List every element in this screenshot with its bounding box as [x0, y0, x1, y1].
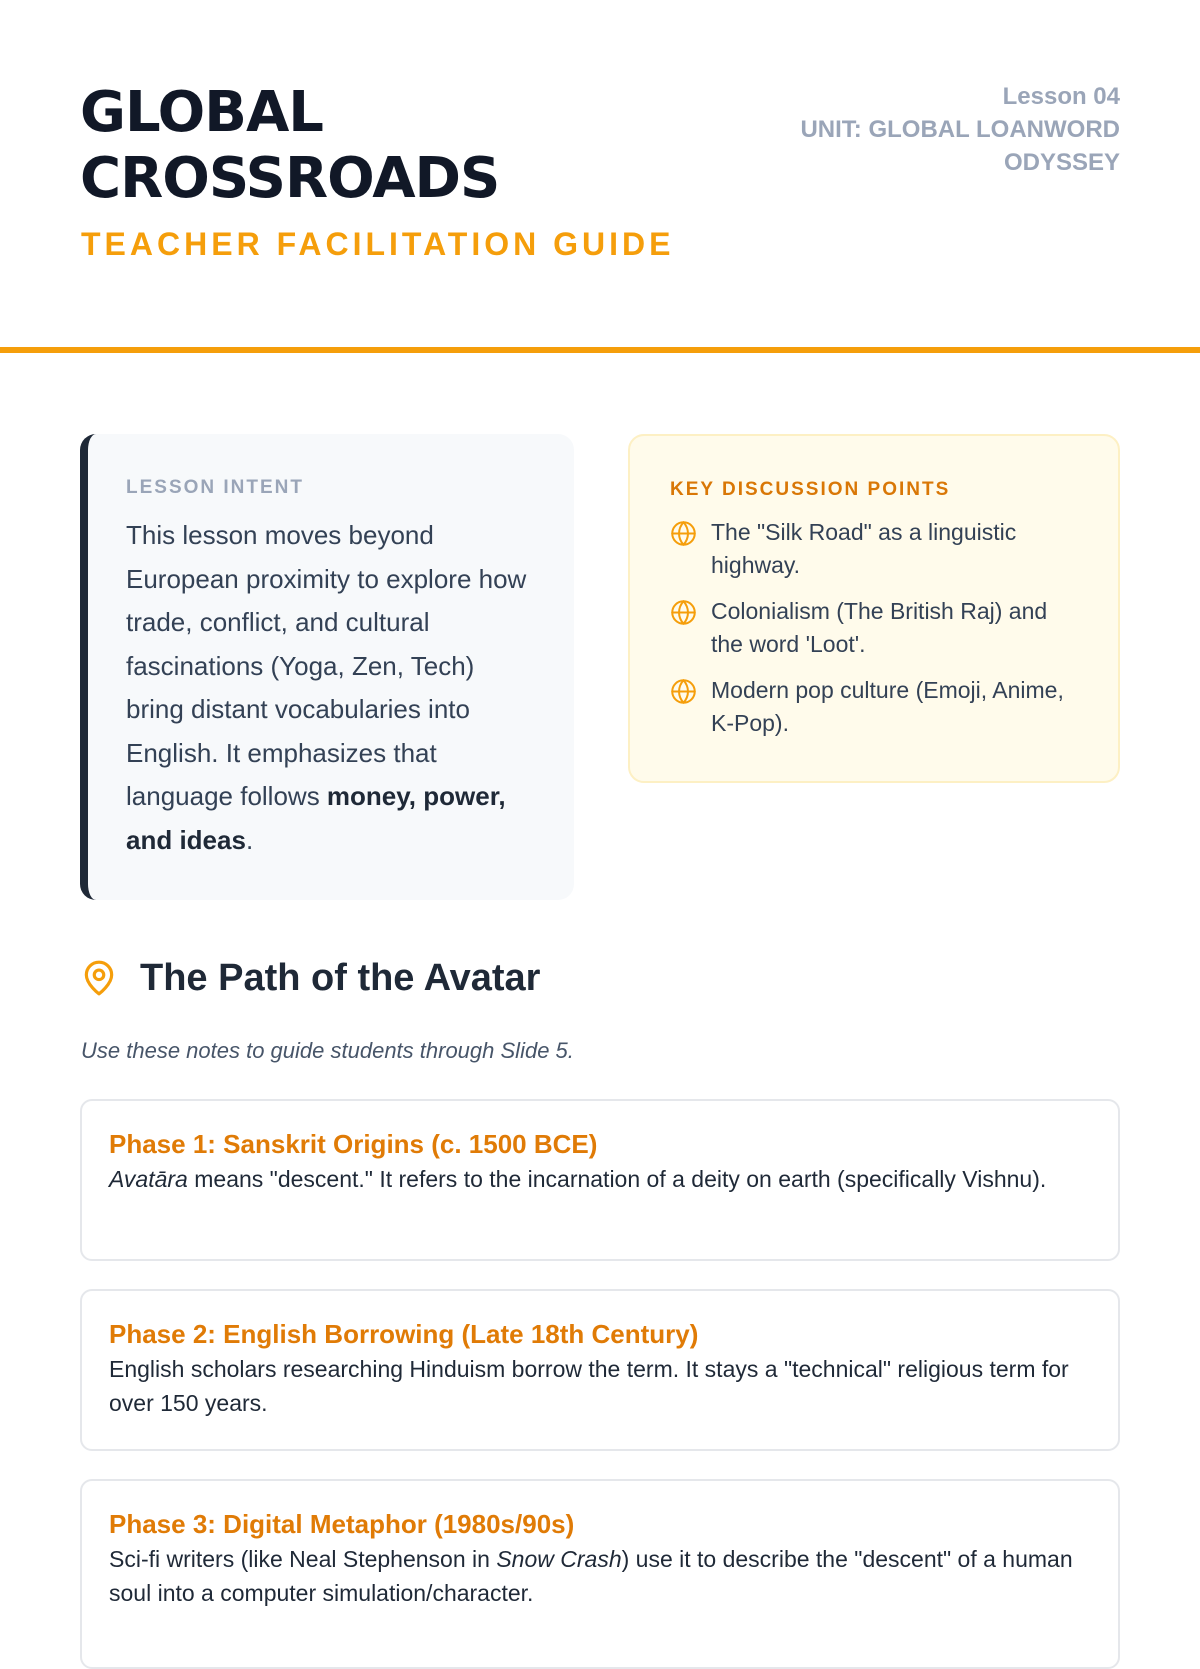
- lesson-intent-emphasis: money, power, and ideas: [126, 781, 506, 855]
- lesson-intent-card: [80, 434, 574, 900]
- phase-term: Avatāra: [109, 1166, 188, 1192]
- discussion-points-card: [628, 434, 1120, 783]
- globe-icon: [670, 678, 697, 705]
- discussion-point-text: The "Silk Road" as a linguistic highway.: [711, 519, 1017, 578]
- lesson-meta: [780, 80, 1120, 179]
- section-heading: [80, 954, 540, 1002]
- phase-card-1: [80, 1099, 1120, 1261]
- phase-description: means "descent." It refers to the incarnation of a deity on earth (specifically Vishnu).: [187, 1166, 1047, 1192]
- discussion-points-label: KEY DISCUSSION POINTS: [670, 479, 951, 500]
- phase-text: English scholars researching Hinduism borrow the term. It stays a "technical" religious term for over 150 years.: [109, 1356, 1069, 1416]
- list-item: [670, 674, 1078, 740]
- phase-description-end: ) use it to describe the "descent" of a human soul into a computer simulation/character.: [109, 1546, 1073, 1606]
- title-line-1: GLOBAL: [80, 80, 323, 145]
- page-title: [80, 80, 499, 212]
- globe-icon: [670, 599, 697, 626]
- section-title: The Path of the Avatar: [140, 957, 541, 999]
- page-subtitle: TEACHER FACILITATION GUIDE: [81, 226, 675, 262]
- lesson-intent-label: LESSON INTENT: [126, 477, 305, 498]
- discussion-point-text: Modern pop culture (Emoji, Anime, K-Pop).: [711, 677, 1064, 736]
- list-item: [670, 516, 1078, 582]
- page-header: [0, 0, 1200, 350]
- section-note: Use these notes to guide students through Slide 5.: [81, 1038, 574, 1063]
- lesson-intent-end: .: [245, 824, 254, 855]
- phase-title: Phase 1: Sanskrit Origins (c. 1500 BCE): [109, 1129, 598, 1159]
- title-line-2: CROSSROADS: [80, 146, 500, 211]
- phase-card-3: [80, 1479, 1120, 1669]
- header-divider: [0, 347, 1200, 353]
- lesson-intent-text: [126, 514, 538, 862]
- book-title: Snow Crash: [496, 1546, 622, 1572]
- discussion-points-list: [670, 516, 1078, 740]
- unit-name-line-2: ODYSSEY: [1003, 149, 1120, 176]
- phase-card-2: [80, 1289, 1120, 1451]
- list-item: [670, 595, 1078, 661]
- lesson-intent-body: This lesson moves beyond European proximity to explore how trade, conflict, and cultural fascinations (Yoga, Zen, Tech) bring distant vocabularies into English. It emphasizes that language follows: [126, 520, 527, 811]
- map-pin-icon: [80, 957, 118, 999]
- lesson-number: Lesson 04: [1002, 83, 1120, 110]
- phase-title: Phase 3: Digital Metaphor (1980s/90s): [109, 1509, 575, 1539]
- phase-text: [109, 1163, 1092, 1197]
- phase-title: Phase 2: English Borrowing (Late 18th Century): [109, 1319, 699, 1349]
- phase-description-start: Sci-fi writers (like Neal Stephenson in: [109, 1546, 497, 1572]
- unit-name-line-1: UNIT: GLOBAL LOANWORD: [800, 116, 1120, 143]
- globe-icon: [670, 520, 697, 547]
- discussion-point-text: Colonialism (The British Raj) and the word 'Loot'.: [711, 598, 1048, 657]
